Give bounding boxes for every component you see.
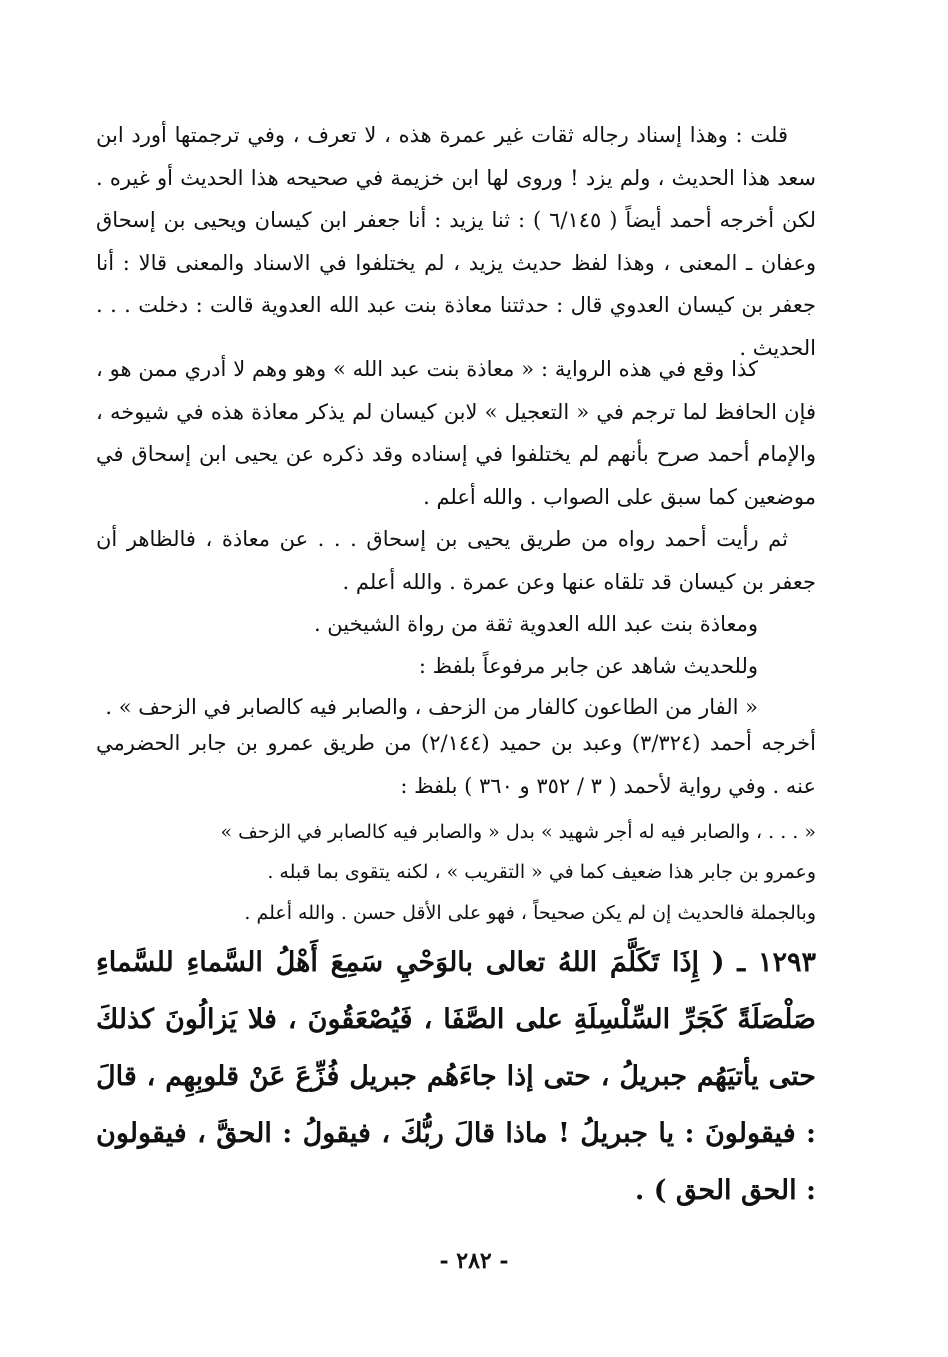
hadith-1293: ١٢٩٣ ـ ( إِذَا تَكَلَّمَ اللهُ تعالى بالوَحْيِ سَمِعَ أَهْلُ السَّماءِ للسَّماءِ صَلْصَلَةً كَجَرِّ السِّلْسِلَةِ على الصَّفَا ، فَيُصْعَقُونَ ، فلا يَزالُونَ كذلكَ حتى يأتيَهُم جبريلُ ، حتى إذا جاءَهُم جبريل فُزِّعَ عَنْ قلوبِهِم ، قالَ : فيقولونَ : يا جبريلُ ! ماذا قالَ ربُّكَ ، فيقولُ : الحقَّ ، فيقولون : الحق الحق ) . [96, 947, 816, 1206]
paragraph-commentary-isnad: قلت : وهذا إسناد رجاله ثقات غير عمرة هذه ، لا تعرف ، وفي ترجمتها أورد ابن سعد هذا الحديث ، ولم يزد ! وروى لها ابن خزيمة في صحيحه هذا الحديث أو غيره . لكن أخرجه أحمد أيضاً ( ٦/١٤٥ ) : ثنا يزيد : أنا جعفر ابن كيسان ويحيى بن إسحاق وعفان ـ المعنى ، وهذا لفظ حديث يزيد ، لم يختلفوا في الاسناد والمعنى قالا : أنا جعفر بن كيسان العدوي قال : حدثتنا معاذة بنت عبد الله العدوية قالت : دخلت . . . الحديث . [96, 123, 816, 360]
paragraph-amr-daif: وعمرو بن جابر هذا ضعيف كما في « التقريب » ، لكنه يتقوى بما قبله . [267, 861, 816, 883]
paragraph-commentary-wahm: كذا وقع في هذه الرواية : « معاذة بنت عبد الله » وهو وهم لا أدري ممن هو ، فإن الحافظ لما ترجم في « التعجيل » لابن كيسان لم يذكر معاذة هذه في شيوخه ، والإمام أحمد صرح بأنهم لم يختلفوا في إسناده وقد ذكره عن يحيى ابن إسحاق في موضعين كما سبق على الصواب . والله أعلم . [96, 357, 816, 509]
page-number: - ٢٨٢ - [439, 1248, 509, 1274]
paragraph-shahid-intro: وللحديث شاهد عن جابر مرفوعاً بلفظ : [418, 654, 758, 678]
paragraph-riwaya-variant: « . . . ، والصابر فيه له أجر شهيد » بدل « والصابر فيه كالصابر في الزحف » [220, 821, 816, 843]
paragraph-commentary-ahmad: ثم رأيت أحمد رواه من طريق يحيى بن إسحاق . . . عن معاذة ، فالظاهر أن جعفر بن كيسان قد تلقاه عنها وعن عمرة . والله أعلم . [96, 527, 816, 594]
paragraph-muadha-note: ومعاذة بنت عبد الله العدوية ثقة من رواة الشيخين . [313, 612, 758, 636]
paragraph-conclusion: وبالجملة فالحديث إن لم يكن صحيحاً ، فهو على الأقل حسن . والله أعلم . [244, 902, 816, 924]
paragraph-shahid-text: « الفار من الطاعون كالفار من الزحف ، والصابر فيه كالصابر في الزحف » . [105, 695, 758, 719]
paragraph-takhrij: أخرجه أحمد (٣/٣٢٤) وعبد بن حميد (٢/١٤٤) من طريق عمرو بن جابر الحضرمي عنه . وفي رواية لأحمد ( ٣ / ٣٥٢ و ٣٦٠ ) بلفظ : [96, 731, 816, 798]
